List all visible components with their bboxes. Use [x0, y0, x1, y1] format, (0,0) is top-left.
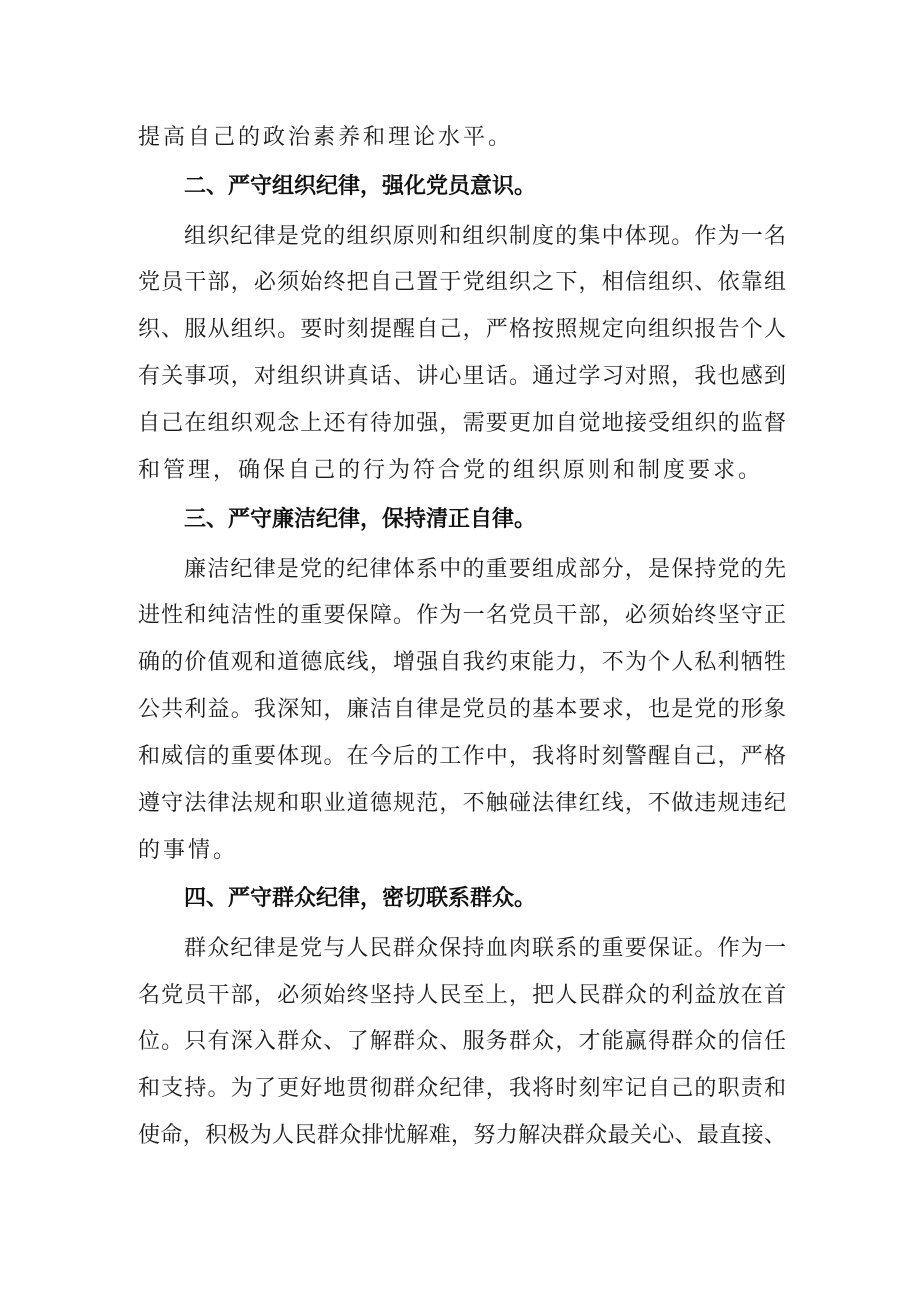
paragraph-line: 提高自己的政治素养和理论水平。	[138, 125, 514, 150]
paragraph-line: 公共利益。我深知，廉洁自律是党员的基本要求，也是党的形象	[138, 697, 786, 722]
paragraph-line: 确的价值观和道德底线，增强自我约束能力，不为个人私利牺牲	[138, 650, 786, 675]
paragraph-line: 组织纪律是党的组织原则和组织制度的集中体现。作为一名	[184, 224, 786, 249]
paragraph-line: 的事情。	[138, 838, 239, 863]
paragraph-line: 有关事项，对组织讲真话、讲心里话。通过学习对照，我也感到	[138, 364, 786, 389]
paragraph-line: 名党员干部，必须始终坚持人民至上，把人民群众的利益放在首	[138, 983, 786, 1008]
paragraph-line: 织、服从组织。要时刻提醒自己，严格按照规定向组织报告个人	[138, 317, 786, 342]
paragraph-line: 自己在组织观念上还有待加强，需要更加自觉地接受组织的监督	[138, 411, 786, 436]
paragraph-line: 党员干部，必须始终把自己置于党组织之下，相信组织、依靠组	[138, 270, 786, 295]
paragraph-line: 进性和纯洁性的重要保障。作为一名党员干部，必须始终坚守正	[138, 603, 786, 628]
paragraph-line: 群众纪律是党与人民群众保持血肉联系的重要保证。作为一	[184, 936, 786, 961]
paragraph-line: 遵守法律法规和职业道德规范，不触碰法律红线，不做违规违纪	[138, 791, 786, 816]
paragraph-line: 使命，积极为人民群众排忧解难，努力解决群众最关心、最直接、	[138, 1123, 786, 1148]
paragraph-line: 和管理，确保自己的行为符合党的组织原则和制度要求。	[138, 458, 764, 483]
section-heading-organization: 二、严守组织纪律，强化党员意识。	[184, 174, 537, 199]
paragraph-line: 和威信的重要体现。在今后的工作中，我将时刻警醒自己，严格	[138, 744, 786, 769]
paragraph-line: 和支持。为了更好地贯彻群众纪律，我将时刻牢记自己的职责和	[138, 1076, 786, 1101]
section-heading-integrity: 三、严守廉洁纪律，保持清正自律。	[184, 507, 537, 532]
paragraph-line: 廉洁纪律是党的纪律体系中的重要组成部分，是保持党的先	[184, 557, 786, 582]
paragraph-line: 位。只有深入群众、了解群众、服务群众，才能赢得群众的信任	[138, 1029, 786, 1054]
section-heading-masses: 四、严守群众纪律，密切联系群众。	[184, 886, 537, 911]
